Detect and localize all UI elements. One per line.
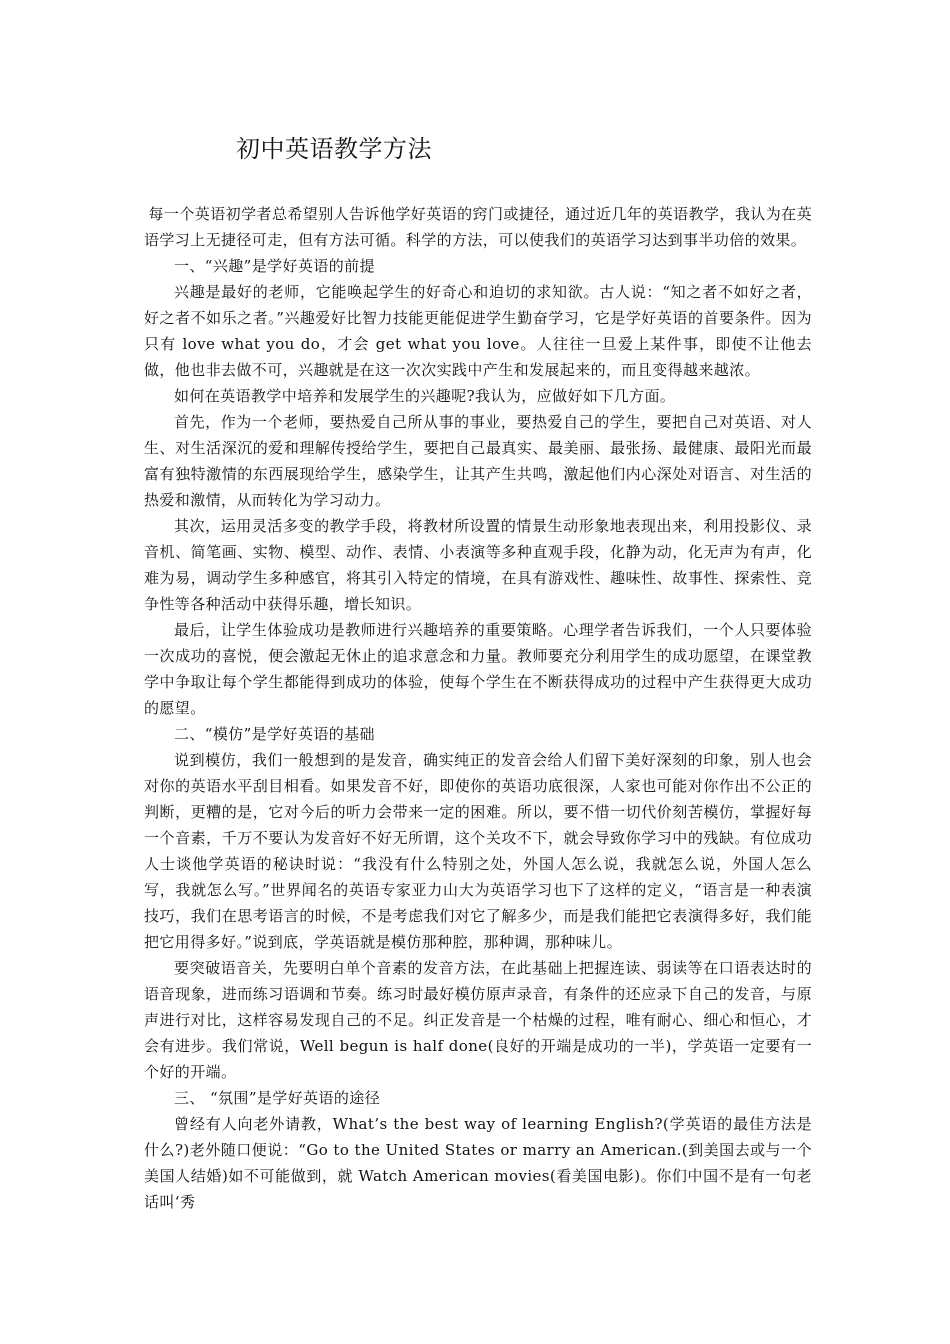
paragraph: 说到模仿，我们一般想到的是发音，确实纯正的发音会给人们留下美好深刻的印象，别人也会对你的英语水平刮目相看。如果发音不好，即使你的英语功底很深，人家也可能对你作出不公正的判断，更糟的是，它对今后的听力会带来一定的困难。所以，要不惜一切代价刻苦模仿，掌握好每一个音素，千万不要认为发音好不好无所谓，这个关攻不下，就会导致你学习中的残缺。有位成功人士谈他学英语的秘诀时说：“我没有什么特别之处，外国人怎么说，我就怎么说，外国人怎么写，我就怎么写。”世界闻名的英语专家亚力山大为英语学习也下了这样的定义，“语言是一种表演技巧，我们在思考语言的时候，不是考虑我们对它了解多少，而是我们能把它表演得多好，我们能把它用得多好。”说到底，学英语就是模仿那种腔，那种调，那种味儿。: [144, 751, 812, 951]
section-heading: 三、 “氛围”是学好英语的途径: [174, 1089, 381, 1107]
section-heading: 一、“兴趣”是学好英语的前提: [174, 257, 375, 275]
section-heading: 二、“模仿”是学好英语的基础: [174, 725, 375, 743]
document-title: 初中英语教学方法: [236, 135, 432, 163]
paragraph: 兴趣是最好的老师，它能唤起学生的好奇心和迫切的求知欲。古人说：“知之者不如好之者，好之者不如乐之者。”兴趣爱好比智力技能更能促进学生勤奋学习，它是学好英语的首要条件。因为只有 love what you do，才会 get what you love。人往往一旦爱上某件事，即使不让他去做，他也非去做不可，兴趣就是在这一次次实践中产生和发展起来的，而且变得越来越浓。: [144, 283, 812, 379]
paragraph: 其次，运用灵活多变的教学手段，将教材所设置的情景生动形象地表现出来，利用投影仪、录音机、简笔画、实物、模型、动作、表情、小表演等多种直观手段，化静为动，化无声为有声，化难为易，调动学生多种感官，将其引入特定的情境，在具有游戏性、趣味性、故事性、探索性、竞争性等各种活动中获得乐趣，增长知识。: [144, 517, 812, 613]
paragraph: 曾经有人向老外请教，What’s the best way of learning English?(学英语的最佳方法是什么?)老外随口便说：“Go to the United States or marry an American.(到美国去或与一个美国人结婚)如不可能做到，就 Watch American movies(看美国电影)。你们中国不是有一句老话叫‘秀: [144, 1115, 812, 1211]
paragraph: 首先，作为一个老师，要热爱自己所从事的事业，要热爱自己的学生，要把自己对英语、对人生、对生活深沉的爱和理解传授给学生，要把自己最真实、最美丽、最张扬、最健康、最阳光而最富有独特激情的东西展现给学生，感染学生，让其产生共鸣，激起他们内心深处对语言、对生活的热爱和激情，从而转化为学习动力。: [144, 413, 812, 509]
paragraph: 最后，让学生体验成功是教师进行兴趣培养的重要策略。心理学者告诉我们，一个人只要体验一次成功的喜悦，便会激起无休止的追求意念和力量。教师要充分利用学生的成功愿望，在课堂教学中争取让每个学生都能得到成功的体验，使每个学生在不断获得成功的过程中产生获得更大成功的愿望。: [144, 621, 812, 717]
paragraph: 要突破语音关，先要明白单个音素的发音方法，在此基础上把握连读、弱读等在口语表达时的语音现象，进而练习语调和节奏。练习时最好模仿原声录音，有条件的还应录下自己的发音，与原声进行对比，这样容易发现自己的不足。纠正发音是一个枯燥的过程，唯有耐心、细心和恒心，才会有进步。我们常说，Well begun is half done(良好的开端是成功的一半)，学英语一定要有一个好的开端。: [144, 959, 812, 1081]
paragraph: 如何在英语教学中培养和发展学生的兴趣呢?我认为，应做好如下几方面。: [174, 387, 676, 405]
paragraph: 每一个英语初学者总希望别人告诉他学好英语的窍门或捷径，通过近几年的英语教学，我认为在英语学习上无捷径可走，但有方法可循。科学的方法，可以使我们的英语学习达到事半功倍的效果。: [144, 205, 812, 249]
document-body: [144, 201, 812, 1215]
